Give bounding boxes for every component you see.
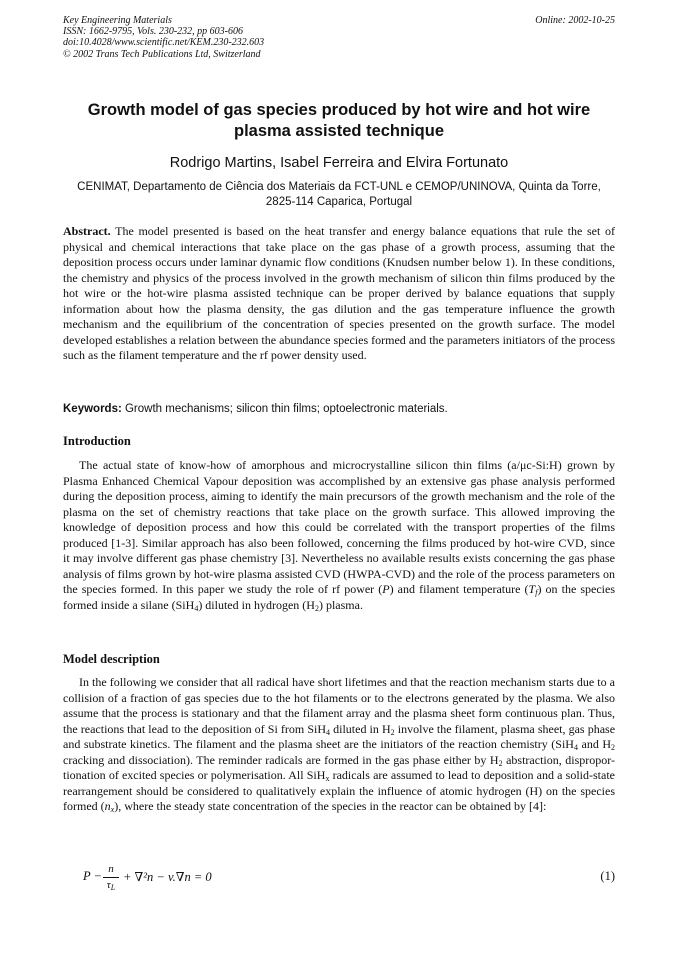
model-paragraph: In the following we consider that all radical have short lifetimes and that the reaction mechanism starts due to a collision of a fraction of gas species due to the hot filaments or to the electrons generated by the plasma. We also assume that the process is stationary and that the filament array and the plasma sheet form continuous plan. Thus, the reactions that lead to the deposition of Si from SiH$_4$ diluted in $H_2$ involve the filament, plasma sheet, gas phase and substrate kinetics. The filament and the plasma sheet are the initiators of the reaction chemistry (SiH$_4$ and $H_2$ cracking and dissociation). The reminder radicals are formed in the gas phase either by $H_2$ abstraction, dispropor-tionation of excited species or polymerisation. All SiH$_x$ radicals are assumed to lead to deposition and a solid-state rearrangement should be considered to qualitatively explain the influence of atomic hydrogen (H) on the species formed $(n_x)$, where the steady state concentration of the species in the reactor can be obtained by [4]:	[63, 675, 616, 814]
equation-fraction: n $\tau_L$	[103, 863, 119, 892]
journal-name: Key Engineering Materials	[63, 15, 172, 26]
keywords-text: Growth mechanisms; silicon thin films; optoelectronic materials.	[121, 403, 448, 415]
abstract-text: The model presented is based on the heat transfer and energy balance equations that rule the set of physical and chemical interactions that take place on the gas phase of a growth process, assuming that the deposition process occurs under laminar dynamic flow conditions (Knudsen number below 1). In these conditions, the chemistry and physics of the process involved in the growth mechanism of silicon thin films produced by the hot wire or the hot-wire plasma assisted technique can be proper derived by balance equations that supply information about how the plasma density, the gas dilution and the gas temperature influence the growth mechanism and the equilibrium of the concentration of species presented on the growth surface. The model developed establishes a relation between the abundance species formed and the parameters initiators of the process such as the filament temperature and the rf power density used.	[63, 224, 615, 362]
equation-number: (1)	[600, 869, 615, 883]
journal-header	[63, 15, 615, 60]
journal-issn: ISSN: 1662-9795, Vols. 230-232, pp 603-606	[63, 26, 243, 38]
abstract	[63, 224, 615, 364]
section-heading-model-description: Model description	[63, 652, 160, 666]
equation-1	[63, 863, 615, 903]
section-heading-introduction: Introduction	[63, 434, 131, 448]
journal-copyright: © 2002 Trans Tech Publications Ltd, Switzerland	[63, 48, 261, 60]
keywords	[63, 402, 615, 417]
equation-rest: + ∇²n − v.∇n = 0	[123, 870, 212, 884]
online-date: Online: 2002-10-25	[535, 15, 615, 26]
paper-authors: Rodrigo Martins, Isabel Ferreira and Elvira Fortunato	[169, 155, 509, 171]
abstract-label: Abstract.	[63, 224, 111, 238]
introduction-paragraph: The actual state of know-how of amorphous and microcrystalline silicon thin films (a/μc-Si:H) grown by Plasma Enhanced Chemical Vapour deposition was accomplished by an extensive gas phase analysis performed during the deposition process, aiming to identify the main precursors of the growth mechanism and the role of the plasma on the set of chemistry reactions that take place on the growth surface. This allowed improving the knowledge of deposition process and how this could be correlated with the transport properties of the films produced [1-3]. Similar approach has also been followed, concerning the films produced by hot-wire CVD, since it may involve different gas phase chemistry [3]. Nevertheless no available results exists concerning the gas phase analysis of films grown by hot-wire plasma assisted CVD (HWPA-CVD) and the role of the process parameters on the species formed. In this paper we study the role of rf power (P) and filament temperature $(T_f)$ on the species formed inside a silane (SiH$_4$) diluted in hydrogen $(H_2)$ plasma.	[63, 458, 615, 613]
keywords-label: Keywords:	[63, 403, 122, 415]
paper-title: Growth model of gas species produced by hot wire and hot wire plasma assisted technique	[87, 101, 591, 140]
equation-lhs: P −	[83, 869, 102, 883]
journal-doi[interactable]: doi:10.4028/www.scientific.net/KEM.230-232.603	[63, 37, 265, 49]
paper-affiliation: CENIMAT, Departamento de Ciência dos Materiais da FCT-UNL e CEMOP/UNINOVA, Quinta da Torre, 2825-114 Caparica, Portugal	[77, 181, 601, 208]
